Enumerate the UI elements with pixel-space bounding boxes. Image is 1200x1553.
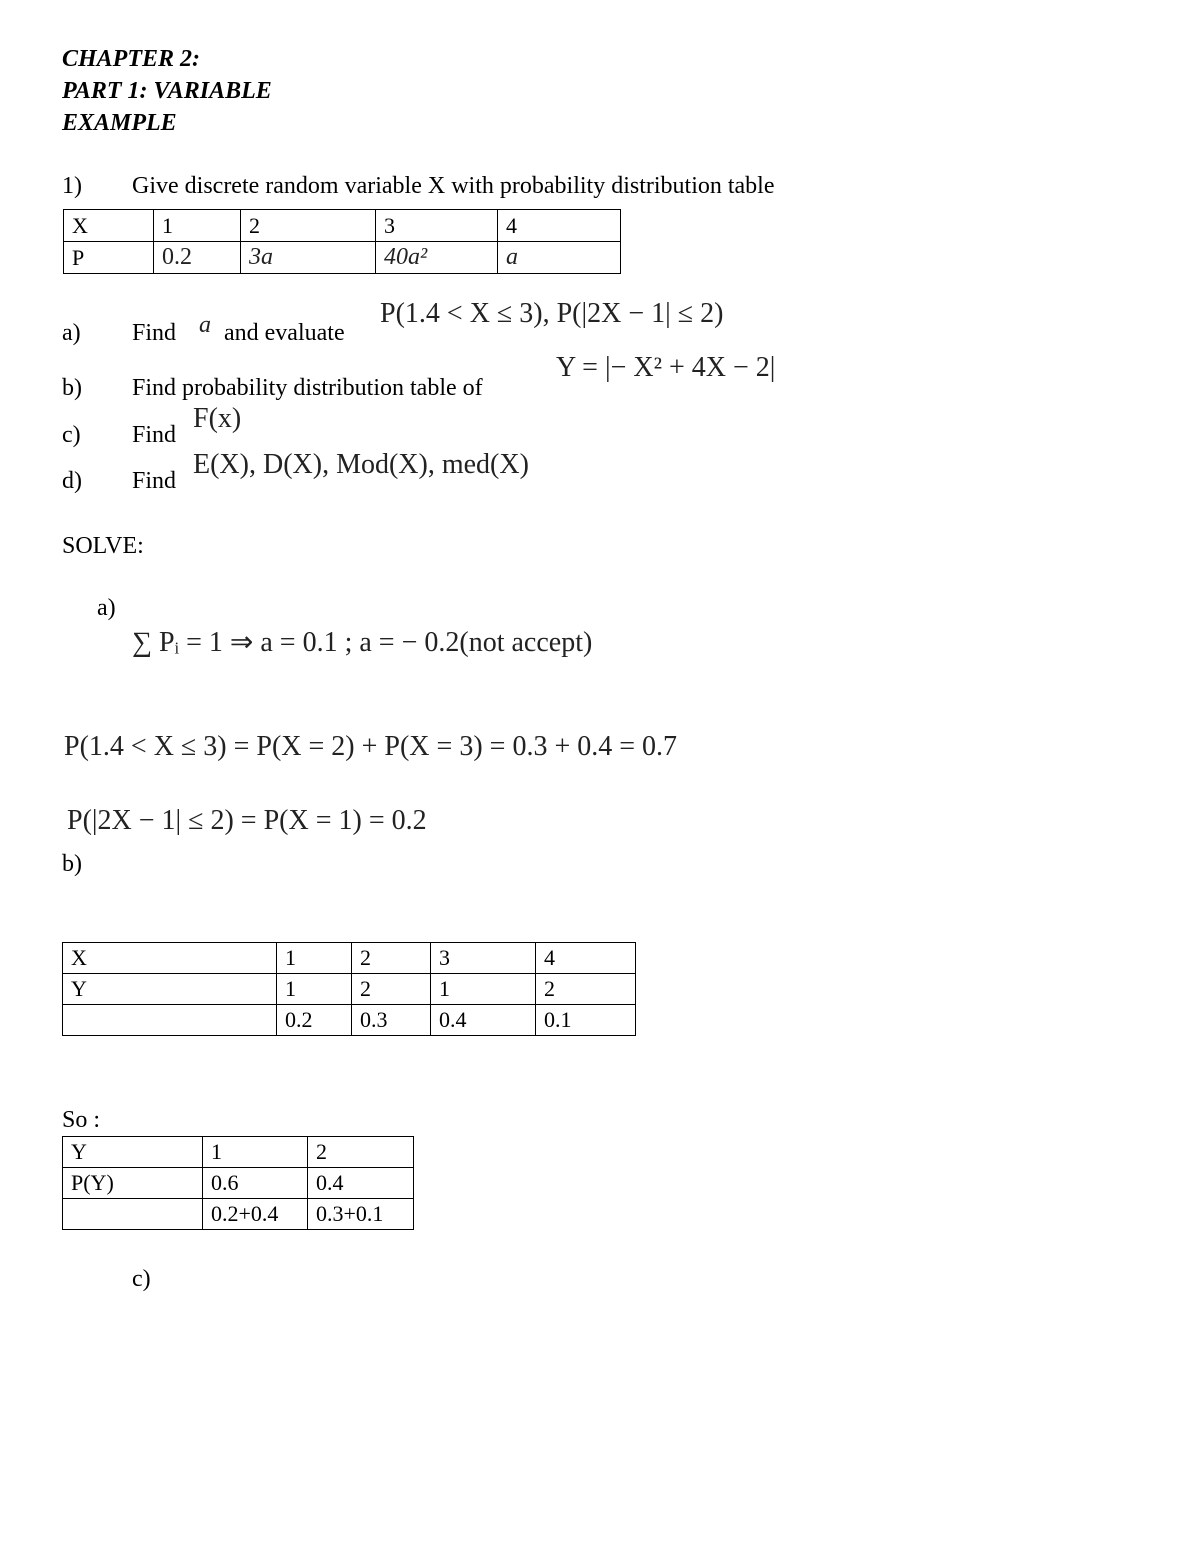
solve-b-label: b) [62,851,82,877]
question-d-label: d) [62,468,82,494]
question-d-text: Find [132,468,177,494]
table-row [63,974,636,1005]
example-heading: EXAMPLE [62,110,177,136]
table-cell: P [64,242,154,274]
table-cell: 2 [241,210,376,242]
table-row [63,1199,414,1230]
question-a-math: P(1.4 < X ≤ 3), P(|2X − 1| ≤ 2) [380,298,724,329]
table-cell: X [64,210,154,242]
table-cell: 0.3+0.1 [308,1199,414,1230]
table-cell: 0.2+0.4 [203,1199,308,1230]
table-cell: a [498,242,621,274]
table-cell: 1 [277,943,352,974]
distribution-table [63,209,621,274]
table-cell: 3a [241,242,376,274]
table-cell: 0.4 [431,1005,536,1036]
table-cell: 1 [431,974,536,1005]
question-c-math: F(x) [193,403,242,434]
solve-c-label: c) [132,1266,151,1292]
question-a-math-a: a [199,312,211,338]
table-cell: 0.4 [308,1168,414,1199]
table-row [64,242,621,274]
table-cell: Y [63,974,277,1005]
y-mapping-table [62,942,636,1036]
solve-equation-abs: P(|2X − 1| ≤ 2) = P(X = 1) = 0.2 [67,805,427,836]
question-b-label: b) [62,375,82,401]
table-cell: 2 [308,1137,414,1168]
question-a-text2: and evaluate [224,320,345,346]
solve-a-label: a) [97,595,116,621]
table-cell: 0.3 [352,1005,431,1036]
table-cell [63,1199,203,1230]
question-b-math: Y = |− X² + 4X − 2| [556,352,776,383]
question-b-text: Find probability distribution table of [132,375,483,401]
table-cell: 2 [352,974,431,1005]
table-cell: 3 [431,943,536,974]
solve-equation-sum: ∑ Pᵢ = 1 ⇒ a = 0.1 ; a = − 0.2(not accept) [132,627,593,658]
table-cell: 3 [376,210,498,242]
table-cell: 4 [498,210,621,242]
table-cell: 4 [536,943,636,974]
problem-statement: Give discrete random variable X with probability distribution table [132,173,775,199]
question-c-label: c) [62,422,81,448]
table-cell: 1 [154,210,241,242]
question-a-text: Find [132,320,177,346]
table-cell: P(Y) [63,1168,203,1199]
table-cell [63,1005,277,1036]
table-cell: 0.6 [203,1168,308,1199]
y-distribution-table [62,1136,414,1230]
question-a-label: a) [62,320,81,346]
table-cell: 2 [352,943,431,974]
table-cell: 40a² [376,242,498,274]
chapter-heading: CHAPTER 2: [62,46,201,72]
problem-number: 1) [62,173,82,199]
table-cell: 1 [277,974,352,1005]
table-row [64,210,621,242]
table-cell: X [63,943,277,974]
table-row [63,943,636,974]
question-c-text: Find [132,422,177,448]
table-cell: Y [63,1137,203,1168]
table-row [63,1005,636,1036]
part-heading: PART 1: VARIABLE [62,78,272,104]
solve-heading: SOLVE: [62,533,144,559]
table-cell: 2 [536,974,636,1005]
table-cell: 0.2 [154,242,241,274]
table-cell: 0.1 [536,1005,636,1036]
solve-equation-interval: P(1.4 < X ≤ 3) = P(X = 2) + P(X = 3) = 0.3 + 0.4 = 0.7 [64,731,678,762]
table-row [63,1137,414,1168]
table-cell: 0.2 [277,1005,352,1036]
table-cell: 1 [203,1137,308,1168]
question-d-math: E(X), D(X), Mod(X), med(X) [193,449,529,480]
so-label: So : [62,1107,101,1133]
table-row [63,1168,414,1199]
